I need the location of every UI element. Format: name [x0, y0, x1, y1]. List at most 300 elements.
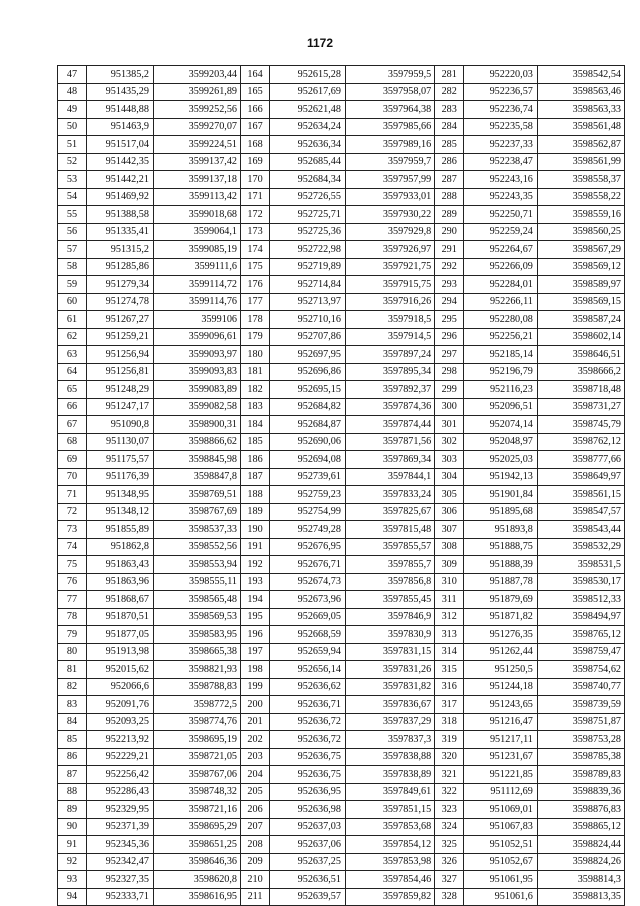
y-coordinate-cell: 3598587,24: [537, 311, 624, 329]
y-coordinate-cell: 3599137,18: [153, 171, 240, 189]
x-coordinate-cell: 952048,97: [464, 433, 538, 451]
x-coordinate-cell: 951887,78: [464, 573, 538, 591]
x-coordinate-cell: 952615,28: [270, 66, 346, 84]
x-coordinate-cell: 951067,83: [464, 818, 538, 836]
y-coordinate-cell: 3598569,53: [153, 608, 240, 626]
x-coordinate-cell: 952725,36: [270, 223, 346, 241]
x-coordinate-cell: 951913,98: [87, 643, 154, 661]
x-coordinate-cell: 951335,41: [87, 223, 154, 241]
y-coordinate-cell: 3598559,16: [537, 206, 624, 224]
point-number-cell: 83: [58, 696, 87, 714]
point-number-cell: 296: [435, 328, 464, 346]
point-number-cell: 51: [58, 136, 87, 154]
point-number-cell: 174: [241, 241, 270, 259]
x-coordinate-cell: 951871,82: [464, 608, 538, 626]
y-coordinate-cell: 3598740,77: [537, 678, 624, 696]
x-coordinate-cell: 952237,33: [464, 136, 538, 154]
x-coordinate-cell: 952213,92: [87, 731, 154, 749]
point-number-cell: 290: [435, 223, 464, 241]
x-coordinate-cell: 952684,87: [270, 416, 346, 434]
point-number-cell: 167: [241, 118, 270, 136]
table-row: [58, 258, 625, 276]
y-coordinate-cell: 3598718,48: [537, 381, 624, 399]
x-coordinate-cell: 952236,57: [464, 83, 538, 101]
y-coordinate-cell: 3598751,87: [537, 713, 624, 731]
point-number-cell: 91: [58, 836, 87, 854]
point-number-cell: 82: [58, 678, 87, 696]
point-number-cell: 292: [435, 258, 464, 276]
y-coordinate-cell: 3598558,37: [537, 171, 624, 189]
x-coordinate-cell: 951868,67: [87, 591, 154, 609]
y-coordinate-cell: 3598567,29: [537, 241, 624, 259]
y-coordinate-cell: 3598789,83: [537, 766, 624, 784]
point-number-cell: 70: [58, 468, 87, 486]
y-coordinate-cell: 3597838,89: [345, 766, 434, 784]
x-coordinate-cell: 952266,11: [464, 293, 538, 311]
y-coordinate-cell: 3598532,29: [537, 538, 624, 556]
y-coordinate-cell: 3598765,12: [537, 626, 624, 644]
x-coordinate-cell: 951895,68: [464, 503, 538, 521]
point-number-cell: 50: [58, 118, 87, 136]
y-coordinate-cell: 3598651,25: [153, 836, 240, 854]
point-number-cell: 294: [435, 293, 464, 311]
y-coordinate-cell: 3598900,31: [153, 416, 240, 434]
x-coordinate-cell: 952637,03: [270, 818, 346, 836]
table-row: [58, 538, 625, 556]
y-coordinate-cell: 3598561,48: [537, 118, 624, 136]
point-number-cell: 67: [58, 416, 87, 434]
point-number-cell: 197: [241, 643, 270, 661]
table-row: [58, 206, 625, 224]
y-coordinate-cell: 3599018,68: [153, 206, 240, 224]
x-coordinate-cell: 952264,67: [464, 241, 538, 259]
y-coordinate-cell: 3597985,66: [345, 118, 434, 136]
point-number-cell: 178: [241, 311, 270, 329]
x-coordinate-cell: 951274,78: [87, 293, 154, 311]
y-coordinate-cell: 3597914,5: [345, 328, 434, 346]
x-coordinate-cell: 952636,62: [270, 678, 346, 696]
x-coordinate-cell: 951448,88: [87, 101, 154, 119]
point-number-cell: 182: [241, 381, 270, 399]
point-number-cell: 311: [435, 591, 464, 609]
y-coordinate-cell: 3598739,59: [537, 696, 624, 714]
x-coordinate-cell: 951877,05: [87, 626, 154, 644]
y-coordinate-cell: 3598646,51: [537, 346, 624, 364]
y-coordinate-cell: 3599114,76: [153, 293, 240, 311]
point-number-cell: 306: [435, 503, 464, 521]
point-number-cell: 68: [58, 433, 87, 451]
y-coordinate-cell: 3599106: [153, 311, 240, 329]
point-number-cell: 326: [435, 853, 464, 871]
y-coordinate-cell: 3598814,3: [537, 871, 624, 889]
x-coordinate-cell: 952371,39: [87, 818, 154, 836]
point-number-cell: 181: [241, 363, 270, 381]
point-number-cell: 73: [58, 521, 87, 539]
y-coordinate-cell: 3598821,93: [153, 661, 240, 679]
x-coordinate-cell: 951176,39: [87, 468, 154, 486]
point-number-cell: 75: [58, 556, 87, 574]
x-coordinate-cell: 951217,11: [464, 731, 538, 749]
point-number-cell: 307: [435, 521, 464, 539]
y-coordinate-cell: 3598512,33: [537, 591, 624, 609]
point-number-cell: 65: [58, 381, 87, 399]
y-coordinate-cell: 3597892,37: [345, 381, 434, 399]
y-coordinate-cell: 3598531,5: [537, 556, 624, 574]
point-number-cell: 53: [58, 171, 87, 189]
y-coordinate-cell: 3597895,34: [345, 363, 434, 381]
y-coordinate-cell: 3598530,17: [537, 573, 624, 591]
x-coordinate-cell: 951175,57: [87, 451, 154, 469]
x-coordinate-cell: 952284,01: [464, 276, 538, 294]
point-number-cell: 298: [435, 363, 464, 381]
point-number-cell: 301: [435, 416, 464, 434]
x-coordinate-cell: 952684,34: [270, 171, 346, 189]
point-number-cell: 188: [241, 486, 270, 504]
table-row: [58, 766, 625, 784]
y-coordinate-cell: 3598745,79: [537, 416, 624, 434]
point-number-cell: 209: [241, 853, 270, 871]
y-coordinate-cell: 3598666,2: [537, 363, 624, 381]
point-number-cell: 315: [435, 661, 464, 679]
x-coordinate-cell: 952636,75: [270, 748, 346, 766]
point-number-cell: 310: [435, 573, 464, 591]
y-coordinate-cell: 3597838,88: [345, 748, 434, 766]
point-number-cell: 93: [58, 871, 87, 889]
x-coordinate-cell: 952015,62: [87, 661, 154, 679]
x-coordinate-cell: 951942,13: [464, 468, 538, 486]
y-coordinate-cell: 3597854,46: [345, 871, 434, 889]
y-coordinate-cell: 3597854,12: [345, 836, 434, 854]
y-coordinate-cell: 3599093,97: [153, 346, 240, 364]
y-coordinate-cell: 3598839,36: [537, 783, 624, 801]
point-number-cell: 48: [58, 83, 87, 101]
point-number-cell: 165: [241, 83, 270, 101]
point-number-cell: 72: [58, 503, 87, 521]
point-number-cell: 319: [435, 731, 464, 749]
y-coordinate-cell: 3597851,15: [345, 801, 434, 819]
table-row: [58, 363, 625, 381]
y-coordinate-cell: 3599252,56: [153, 101, 240, 119]
x-coordinate-cell: 952707,86: [270, 328, 346, 346]
x-coordinate-cell: 952634,24: [270, 118, 346, 136]
x-coordinate-cell: 951061,6: [464, 888, 538, 906]
x-coordinate-cell: 951061,95: [464, 871, 538, 889]
point-number-cell: 199: [241, 678, 270, 696]
x-coordinate-cell: 952695,15: [270, 381, 346, 399]
y-coordinate-cell: 3597871,56: [345, 433, 434, 451]
x-coordinate-cell: 952329,95: [87, 801, 154, 819]
y-coordinate-cell: 3599270,07: [153, 118, 240, 136]
point-number-cell: 62: [58, 328, 87, 346]
x-coordinate-cell: 951248,29: [87, 381, 154, 399]
table-row: [58, 468, 625, 486]
table-row: [58, 853, 625, 871]
x-coordinate-cell: 952185,14: [464, 346, 538, 364]
point-number-cell: 284: [435, 118, 464, 136]
point-number-cell: 303: [435, 451, 464, 469]
y-coordinate-cell: 3598695,29: [153, 818, 240, 836]
table-row: [58, 783, 625, 801]
y-coordinate-cell: 3597830,9: [345, 626, 434, 644]
point-number-cell: 305: [435, 486, 464, 504]
point-number-cell: 327: [435, 871, 464, 889]
point-number-cell: 211: [241, 888, 270, 906]
point-number-cell: 164: [241, 66, 270, 84]
x-coordinate-cell: 951863,96: [87, 573, 154, 591]
y-coordinate-cell: 3597846,9: [345, 608, 434, 626]
y-coordinate-cell: 3598753,28: [537, 731, 624, 749]
table-row: [58, 521, 625, 539]
table-row: [58, 801, 625, 819]
table-row: [58, 573, 625, 591]
x-coordinate-cell: 952636,98: [270, 801, 346, 819]
x-coordinate-cell: 952333,71: [87, 888, 154, 906]
y-coordinate-cell: 3598847,8: [153, 468, 240, 486]
y-coordinate-cell: 3597833,24: [345, 486, 434, 504]
point-number-cell: 176: [241, 276, 270, 294]
point-number-cell: 85: [58, 731, 87, 749]
table-row: [58, 223, 625, 241]
point-number-cell: 177: [241, 293, 270, 311]
y-coordinate-cell: 3598602,14: [537, 328, 624, 346]
point-number-cell: 328: [435, 888, 464, 906]
point-number-cell: 285: [435, 136, 464, 154]
y-coordinate-cell: 3597916,26: [345, 293, 434, 311]
x-coordinate-cell: 952621,48: [270, 101, 346, 119]
x-coordinate-cell: 951130,07: [87, 433, 154, 451]
table-row: [58, 433, 625, 451]
table-row: [58, 678, 625, 696]
y-coordinate-cell: 3598785,38: [537, 748, 624, 766]
point-number-cell: 57: [58, 241, 87, 259]
point-number-cell: 54: [58, 188, 87, 206]
point-number-cell: 180: [241, 346, 270, 364]
point-number-cell: 317: [435, 696, 464, 714]
table-row: [58, 503, 625, 521]
point-number-cell: 288: [435, 188, 464, 206]
y-coordinate-cell: 3598876,83: [537, 801, 624, 819]
point-number-cell: 195: [241, 608, 270, 626]
point-number-cell: 293: [435, 276, 464, 294]
x-coordinate-cell: 952739,61: [270, 468, 346, 486]
x-coordinate-cell: 951863,43: [87, 556, 154, 574]
point-number-cell: 322: [435, 783, 464, 801]
point-number-cell: 320: [435, 748, 464, 766]
y-coordinate-cell: 3597874,36: [345, 398, 434, 416]
point-number-cell: 172: [241, 206, 270, 224]
point-number-cell: 55: [58, 206, 87, 224]
x-coordinate-cell: 952668,59: [270, 626, 346, 644]
point-number-cell: 88: [58, 783, 87, 801]
x-coordinate-cell: 952636,72: [270, 713, 346, 731]
y-coordinate-cell: 3599082,58: [153, 398, 240, 416]
y-coordinate-cell: 3598589,97: [537, 276, 624, 294]
y-coordinate-cell: 3598537,33: [153, 521, 240, 539]
x-coordinate-cell: 952229,21: [87, 748, 154, 766]
y-coordinate-cell: 3597859,82: [345, 888, 434, 906]
x-coordinate-cell: 951888,75: [464, 538, 538, 556]
point-number-cell: 204: [241, 766, 270, 784]
y-coordinate-cell: 3597856,8: [345, 573, 434, 591]
x-coordinate-cell: 952637,25: [270, 853, 346, 871]
point-number-cell: 189: [241, 503, 270, 521]
y-coordinate-cell: 3599085,19: [153, 241, 240, 259]
x-coordinate-cell: 951435,29: [87, 83, 154, 101]
x-coordinate-cell: 951348,12: [87, 503, 154, 521]
point-number-cell: 71: [58, 486, 87, 504]
point-number-cell: 187: [241, 468, 270, 486]
point-number-cell: 169: [241, 153, 270, 171]
y-coordinate-cell: 3597837,3: [345, 731, 434, 749]
point-number-cell: 300: [435, 398, 464, 416]
y-coordinate-cell: 3598569,15: [537, 293, 624, 311]
table-row: [58, 101, 625, 119]
point-number-cell: 201: [241, 713, 270, 731]
point-number-cell: 313: [435, 626, 464, 644]
y-coordinate-cell: 3598721,05: [153, 748, 240, 766]
point-number-cell: 58: [58, 258, 87, 276]
table-row: [58, 241, 625, 259]
point-number-cell: 205: [241, 783, 270, 801]
x-coordinate-cell: 952243,35: [464, 188, 538, 206]
y-coordinate-cell: 3598769,51: [153, 486, 240, 504]
x-coordinate-cell: 951256,94: [87, 346, 154, 364]
table-row: [58, 381, 625, 399]
y-coordinate-cell: 3598721,16: [153, 801, 240, 819]
x-coordinate-cell: 952636,51: [270, 871, 346, 889]
point-number-cell: 179: [241, 328, 270, 346]
y-coordinate-cell: 3597958,07: [345, 83, 434, 101]
y-coordinate-cell: 3598620,8: [153, 871, 240, 889]
x-coordinate-cell: 951315,2: [87, 241, 154, 259]
y-coordinate-cell: 3598845,98: [153, 451, 240, 469]
point-number-cell: 168: [241, 136, 270, 154]
point-number-cell: 90: [58, 818, 87, 836]
x-coordinate-cell: 952676,95: [270, 538, 346, 556]
x-coordinate-cell: 952636,71: [270, 696, 346, 714]
y-coordinate-cell: 3598759,47: [537, 643, 624, 661]
x-coordinate-cell: 952096,51: [464, 398, 538, 416]
x-coordinate-cell: 952636,75: [270, 766, 346, 784]
point-number-cell: 206: [241, 801, 270, 819]
point-number-cell: 66: [58, 398, 87, 416]
x-coordinate-cell: 952697,95: [270, 346, 346, 364]
x-coordinate-cell: 952673,96: [270, 591, 346, 609]
y-coordinate-cell: 3598563,33: [537, 101, 624, 119]
y-coordinate-cell: 3599093,83: [153, 363, 240, 381]
point-number-cell: 323: [435, 801, 464, 819]
point-number-cell: 302: [435, 433, 464, 451]
x-coordinate-cell: 951247,17: [87, 398, 154, 416]
point-number-cell: 289: [435, 206, 464, 224]
table-row: [58, 118, 625, 136]
y-coordinate-cell: 3598824,44: [537, 836, 624, 854]
point-number-cell: 64: [58, 363, 87, 381]
x-coordinate-cell: 952637,06: [270, 836, 346, 854]
point-number-cell: 281: [435, 66, 464, 84]
x-coordinate-cell: 951244,18: [464, 678, 538, 696]
point-number-cell: 304: [435, 468, 464, 486]
x-coordinate-cell: 952286,43: [87, 783, 154, 801]
x-coordinate-cell: 952238,47: [464, 153, 538, 171]
point-number-cell: 308: [435, 538, 464, 556]
table-row: [58, 836, 625, 854]
point-number-cell: 94: [58, 888, 87, 906]
y-coordinate-cell: 3598561,15: [537, 486, 624, 504]
point-number-cell: 287: [435, 171, 464, 189]
x-coordinate-cell: 951052,67: [464, 853, 538, 871]
point-number-cell: 312: [435, 608, 464, 626]
table-row: [58, 398, 625, 416]
x-coordinate-cell: 952726,55: [270, 188, 346, 206]
point-number-cell: 81: [58, 661, 87, 679]
y-coordinate-cell: 3598774,76: [153, 713, 240, 731]
y-coordinate-cell: 3598777,66: [537, 451, 624, 469]
point-number-cell: 186: [241, 451, 270, 469]
x-coordinate-cell: 952713,97: [270, 293, 346, 311]
point-number-cell: 283: [435, 101, 464, 119]
point-number-cell: 207: [241, 818, 270, 836]
y-coordinate-cell: 3598767,69: [153, 503, 240, 521]
y-coordinate-cell: 3598767,06: [153, 766, 240, 784]
y-coordinate-cell: 3598772,5: [153, 696, 240, 714]
y-coordinate-cell: 3597918,5: [345, 311, 434, 329]
table-row: [58, 83, 625, 101]
point-number-cell: 202: [241, 731, 270, 749]
point-number-cell: 198: [241, 661, 270, 679]
x-coordinate-cell: 951267,27: [87, 311, 154, 329]
y-coordinate-cell: 3597855,7: [345, 556, 434, 574]
table-row: [58, 136, 625, 154]
x-coordinate-cell: 951221,85: [464, 766, 538, 784]
table-row: [58, 188, 625, 206]
x-coordinate-cell: 951231,67: [464, 748, 538, 766]
x-coordinate-cell: 952327,35: [87, 871, 154, 889]
x-coordinate-cell: 951901,84: [464, 486, 538, 504]
y-coordinate-cell: 3599224,51: [153, 136, 240, 154]
point-number-cell: 61: [58, 311, 87, 329]
point-number-cell: 203: [241, 748, 270, 766]
x-coordinate-cell: 952710,16: [270, 311, 346, 329]
x-coordinate-cell: 951262,44: [464, 643, 538, 661]
y-coordinate-cell: 3599064,1: [153, 223, 240, 241]
y-coordinate-cell: 3598813,35: [537, 888, 624, 906]
point-number-cell: 297: [435, 346, 464, 364]
x-coordinate-cell: 951090,8: [87, 416, 154, 434]
table-row: [58, 748, 625, 766]
table-row: [58, 731, 625, 749]
y-coordinate-cell: 3598824,26: [537, 853, 624, 871]
x-coordinate-cell: 951388,58: [87, 206, 154, 224]
x-coordinate-cell: 952676,71: [270, 556, 346, 574]
y-coordinate-cell: 3598569,12: [537, 258, 624, 276]
table-row: [58, 591, 625, 609]
y-coordinate-cell: 3598561,99: [537, 153, 624, 171]
x-coordinate-cell: 951285,86: [87, 258, 154, 276]
y-coordinate-cell: 3597989,16: [345, 136, 434, 154]
point-number-cell: 325: [435, 836, 464, 854]
x-coordinate-cell: 952345,36: [87, 836, 154, 854]
x-coordinate-cell: 951259,21: [87, 328, 154, 346]
y-coordinate-cell: 3598866,62: [153, 433, 240, 451]
page-number: 1172: [306, 36, 334, 50]
x-coordinate-cell: 952669,05: [270, 608, 346, 626]
point-number-cell: 299: [435, 381, 464, 399]
x-coordinate-cell: 952093,25: [87, 713, 154, 731]
y-coordinate-cell: 3598788,83: [153, 678, 240, 696]
table-row: [58, 328, 625, 346]
point-number-cell: 92: [58, 853, 87, 871]
